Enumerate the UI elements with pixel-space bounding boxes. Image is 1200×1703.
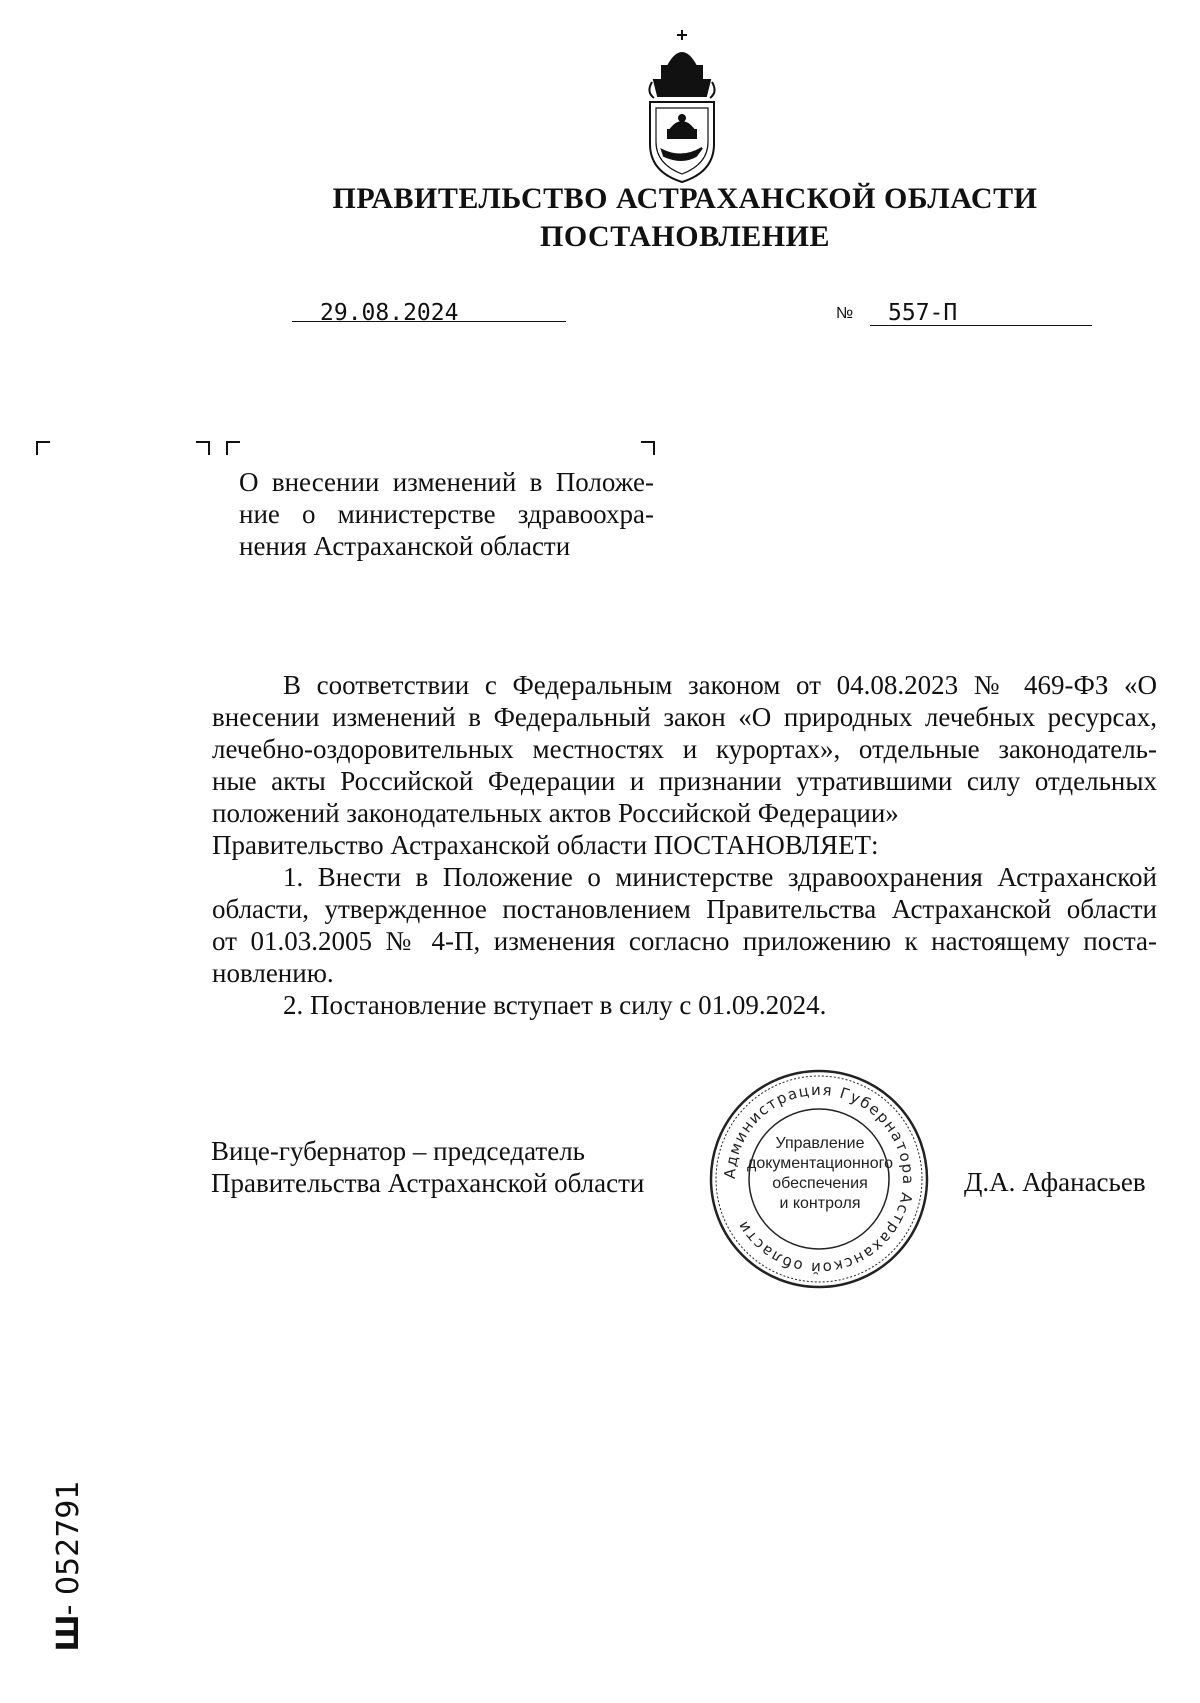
body-line: области, утвержденное постановлением Правительства Астраханской области <box>212 894 1157 924</box>
stamp-ring-text: Администрация Губернатора Астраханской области <box>720 1080 918 1278</box>
coat-of-arms-emblem <box>642 26 722 184</box>
subject-line: О внесении изменений в Положе- <box>239 467 654 497</box>
body-line: 2. Постановление вступает в силу с 01.09.2024. <box>283 990 827 1020</box>
subject-line: нения Астраханской области <box>239 531 571 561</box>
body-line: от 01.03.2005 № 4-П, изменения согласно приложению к настоящему поста- <box>212 926 1157 956</box>
form-series: Ш <box>51 1615 86 1652</box>
stamp-center-line: документационного <box>747 1155 893 1172</box>
number-sign: № <box>836 305 854 322</box>
body-line: внесении изменений в Федеральный закон «О природных лечебных ресурсах, <box>212 702 1157 732</box>
address-corner-mark <box>36 441 50 455</box>
document-type-title: ПОСТАНОВЛЕНИЕ <box>540 220 830 253</box>
stamp-center-text <box>737 1134 903 1214</box>
stamp-center-line: обеспечения <box>772 1175 868 1192</box>
document-body <box>212 669 1157 1021</box>
number-underline <box>870 325 1092 326</box>
title-corner-mark <box>196 441 210 455</box>
stamp-center-line: и контроля <box>779 1195 861 1212</box>
signer-name: Д.А. Афанасьев <box>964 1167 1146 1197</box>
body-line: 1. Внести в Положение о министерстве здравоохранения Астраханской <box>283 862 1157 892</box>
body-line: В соответствии с Федеральным законом от 04.08.2023 № 469-ФЗ «О <box>283 670 1157 700</box>
signer-position <box>211 1135 644 1199</box>
government-title: ПРАВИТЕЛЬСТВО АСТРАХАНСКОЙ ОБЛАСТИ <box>332 182 1038 215</box>
body-line: лечебно-оздоровительных местностях и курортах», отдельные законодатель- <box>212 734 1157 764</box>
form-number: - 052791 <box>51 1480 86 1616</box>
body-line: положений законодательных актов Российской Федерации» <box>212 798 899 828</box>
title-corner-mark <box>226 441 240 455</box>
body-line: новлению. <box>212 958 334 988</box>
form-serial-number <box>51 1451 91 1681</box>
document-number: 557-П <box>888 300 958 326</box>
body-line: ные акты Российской Федерации и признании утратившими силу отдельных <box>212 766 1157 796</box>
document-date: 29.08.2024 <box>320 300 459 326</box>
subject-line: ние о министерстве здравоохра- <box>239 499 654 529</box>
title-corner-mark <box>641 441 655 455</box>
body-line: Правительство Астраханской области ПОСТАНОВЛЯЕТ: <box>212 830 879 860</box>
stamp-center-line: Управление <box>775 1135 865 1152</box>
date-underline <box>292 321 566 322</box>
document-subject <box>239 466 654 562</box>
signer-position-line: Правительства Астраханской области <box>211 1168 645 1198</box>
signer-position-line: Вице-губернатор – председатель <box>211 1136 585 1166</box>
